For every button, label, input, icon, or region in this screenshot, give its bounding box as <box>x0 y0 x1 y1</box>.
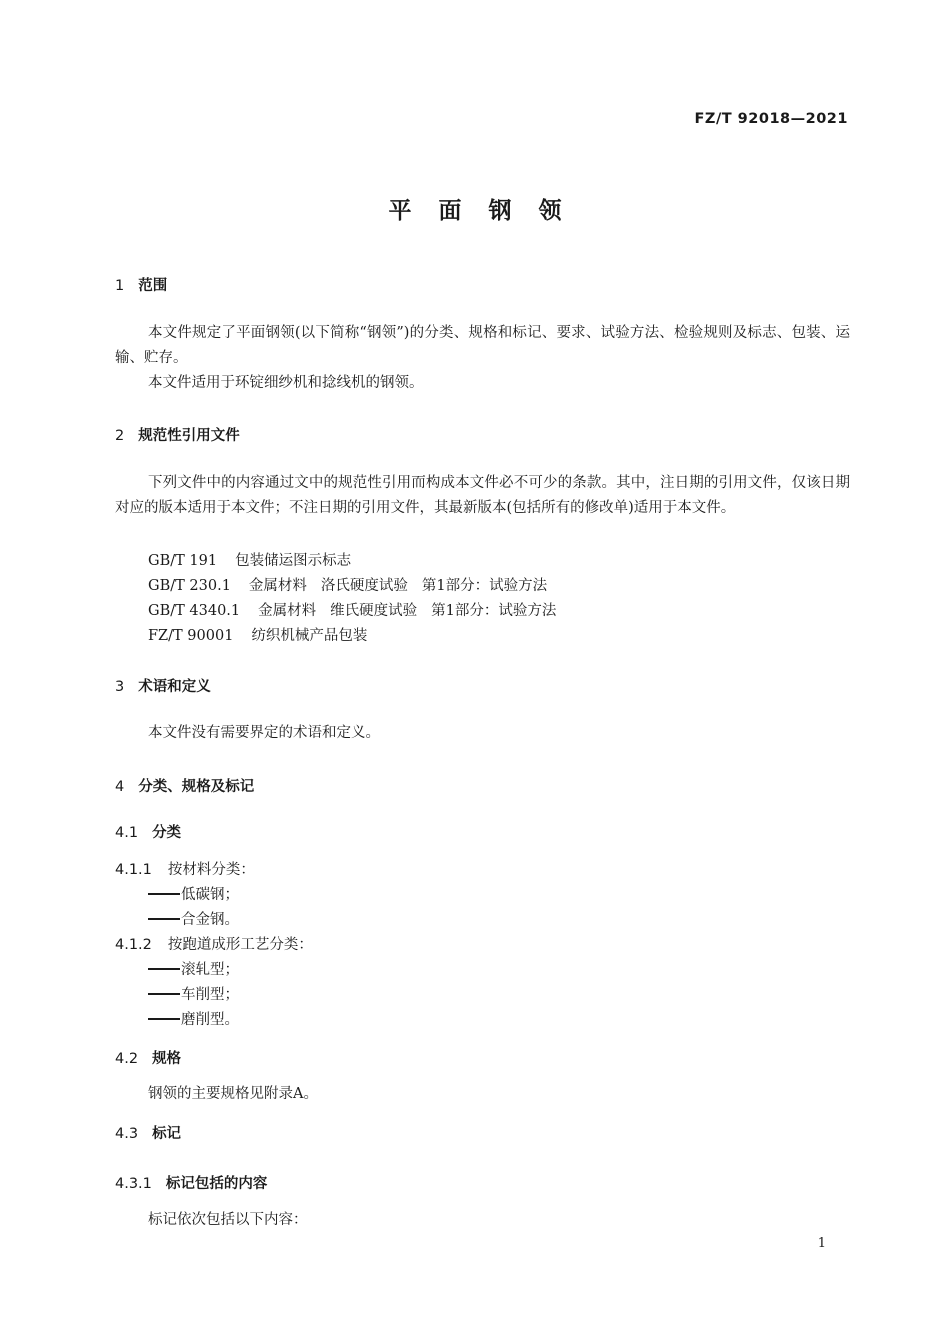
clause-text: 按材料分类： <box>167 862 255 878</box>
reference-title-part: 洛氏硬度试验 <box>320 578 408 594</box>
section-number: 4 <box>115 779 125 795</box>
specification-paragraph: 钢领的主要规格见附录A。 <box>148 1086 318 1102</box>
section-title: 分类、规格及标记 <box>138 779 255 795</box>
section-1-heading <box>115 274 167 295</box>
dash-marker <box>148 893 180 895</box>
reference-code: GB/T 191 <box>148 553 218 569</box>
subsection-title: 分类 <box>152 825 182 841</box>
reference-code: FZ/T 90001 <box>148 628 234 644</box>
section-number: 3 <box>115 679 125 695</box>
scope-applicability: 本文件适用于环锭细纱机和捻线机的钢领。 <box>148 375 424 391</box>
clause-number: 4.3.1 <box>115 1176 152 1192</box>
clause-title: 标记包括的内容 <box>165 1176 268 1192</box>
dash-marker <box>148 968 180 970</box>
reference-title: 包装储运图示标志 <box>235 553 352 569</box>
clause-number: 4.1.1 <box>115 862 152 878</box>
clause-4-3-1-heading <box>115 1172 267 1193</box>
list-item <box>148 983 239 1004</box>
list-item <box>148 883 239 904</box>
reference-title-part: 第1部分：试验方法 <box>431 603 557 619</box>
subsection-4-1-heading <box>115 821 181 842</box>
reference-code: GB/T 230.1 <box>148 578 231 594</box>
document-title: 平面钢领 <box>388 198 589 224</box>
clause-text: 按跑道成形工艺分类： <box>167 937 313 953</box>
section-number: 1 <box>115 278 125 294</box>
subsection-4-2-heading <box>115 1047 181 1068</box>
page-number: 1 <box>817 1236 826 1251</box>
list-item-text: 低碳钢； <box>181 887 239 903</box>
standard-code: FZ/T 92018—2021 <box>694 111 848 127</box>
dash-marker <box>148 1018 180 1020</box>
section-title: 规范性引用文件 <box>138 428 240 444</box>
section-2-heading <box>115 424 240 445</box>
clause-number: 4.1.2 <box>115 937 152 953</box>
terms-paragraph: 本文件没有需要界定的术语和定义。 <box>148 725 380 741</box>
subsection-number: 4.2 <box>115 1051 139 1067</box>
subsection-number: 4.3 <box>115 1126 139 1142</box>
references-paragraph: 下列文件中的内容通过文中的规范性引用而构成本文件必不可少的条款。其中，注日期的引用文件，仅该日期对应的版本适用于本文件；不注日期的引用文件，其最新版本(包括所有的修改单)适用于本文件。 <box>115 475 850 516</box>
list-item <box>148 908 239 929</box>
section-4-heading <box>115 775 254 796</box>
list-item-text: 合金钢。 <box>181 912 239 928</box>
subsection-4-3-heading <box>115 1122 181 1143</box>
section-title: 术语和定义 <box>138 679 211 695</box>
list-item-text: 滚轧型； <box>181 962 239 978</box>
dash-marker <box>148 918 180 920</box>
section-title: 范围 <box>138 278 168 294</box>
reference-item <box>148 574 547 595</box>
subsection-title: 规格 <box>152 1051 182 1067</box>
list-item-text: 车削型； <box>181 987 239 1003</box>
reference-title-part: 第1部分：试验方法 <box>421 578 548 594</box>
subsection-number: 4.1 <box>115 825 139 841</box>
reference-item <box>148 549 365 570</box>
clause-4-1-1 <box>115 858 255 879</box>
reference-item <box>148 599 556 620</box>
reference-title: 纺织机械产品包装 <box>251 628 368 644</box>
reference-title: 金属材料 <box>258 603 317 619</box>
reference-item <box>148 624 381 645</box>
dash-marker <box>148 993 180 995</box>
reference-title: 金属材料 <box>248 578 307 594</box>
section-3-heading <box>115 675 211 696</box>
clause-4-1-2 <box>115 933 313 954</box>
scope-paragraph: 本文件规定了平面钢领(以下简称“钢领”)的分类、规格和标记、要求、试验方法、检验规则及标志、包装、运输、贮存。 <box>115 325 850 366</box>
subsection-title: 标记 <box>152 1126 182 1142</box>
section-number: 2 <box>115 428 125 444</box>
list-item <box>148 1008 239 1029</box>
reference-title-part: 维氏硬度试验 <box>330 603 418 619</box>
list-item <box>148 958 239 979</box>
marking-paragraph: 标记依次包括以下内容： <box>148 1212 308 1228</box>
reference-code: GB/T 4340.1 <box>148 603 241 619</box>
list-item-text: 磨削型。 <box>181 1012 239 1028</box>
